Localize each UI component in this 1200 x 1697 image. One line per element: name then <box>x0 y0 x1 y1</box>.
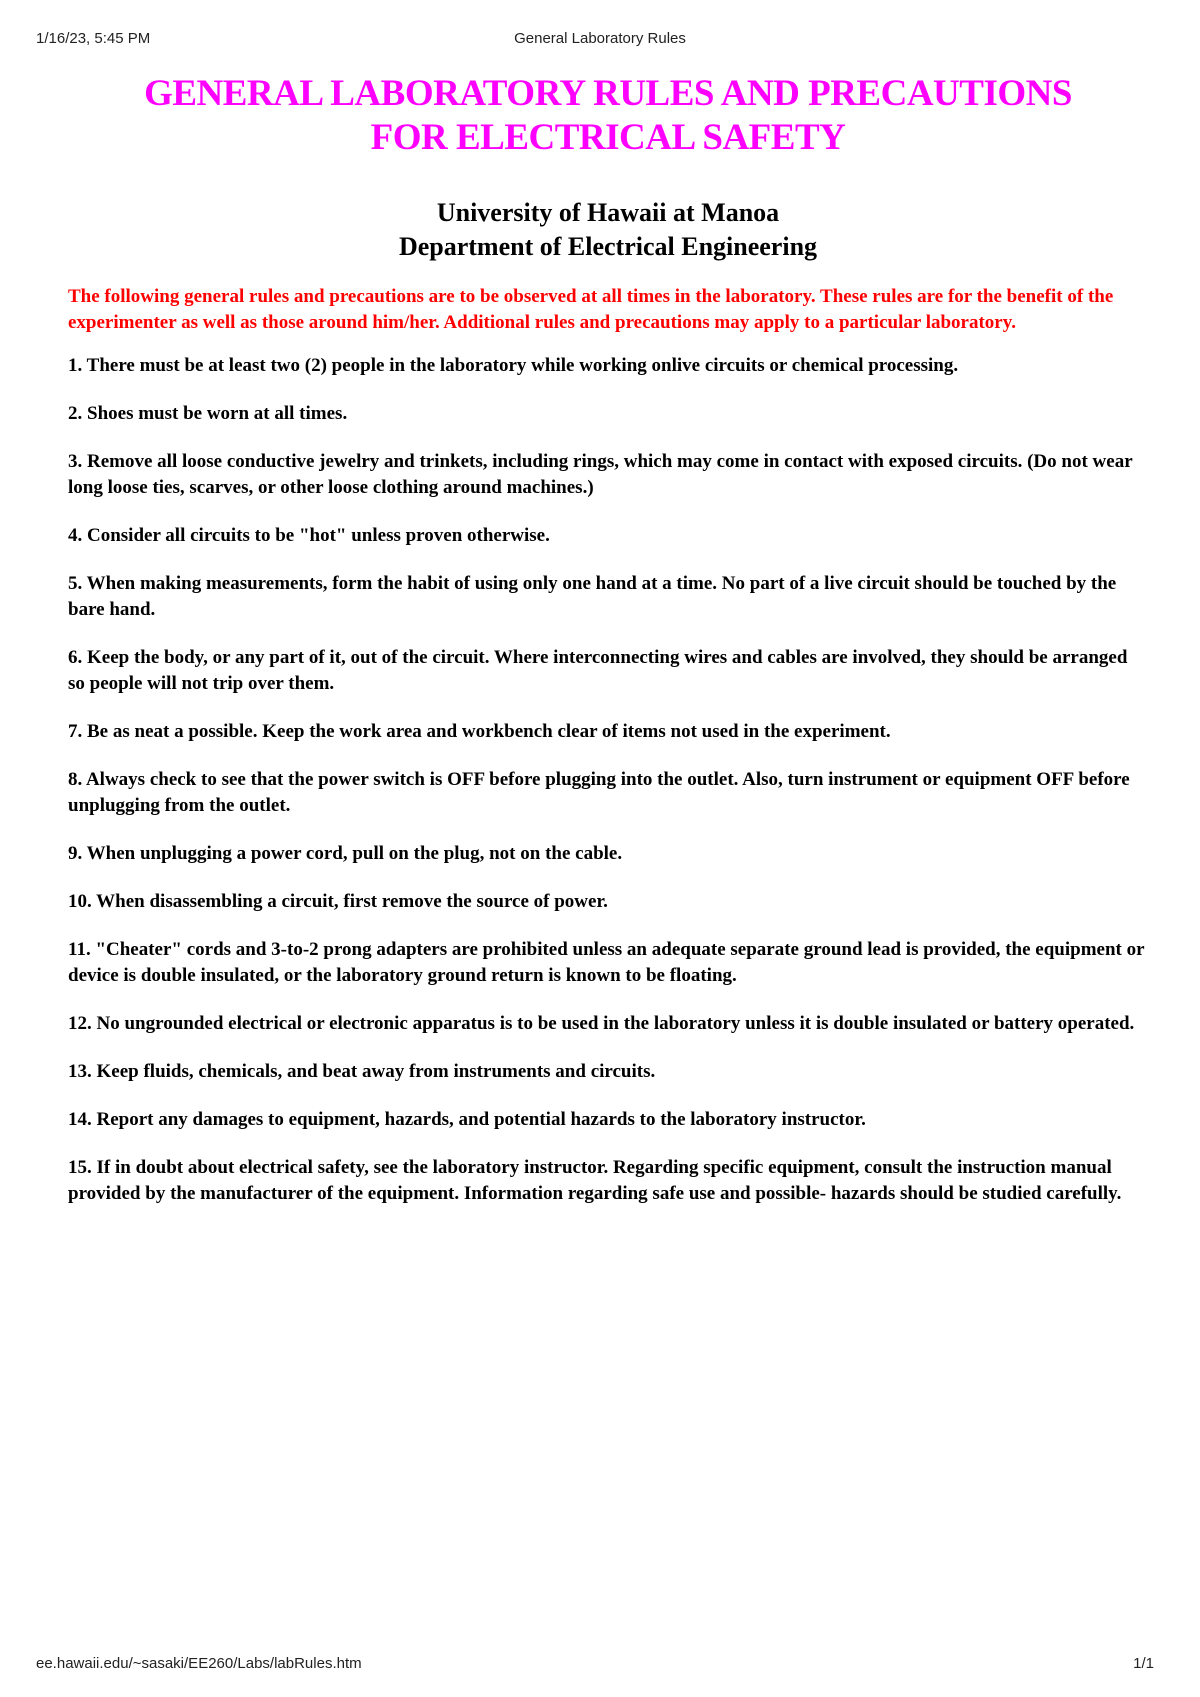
print-footer <box>0 1655 1200 1677</box>
rule-item: 6. Keep the body, or any part of it, out of the circuit. Where interconnecting wires and cables are involved, they should be arranged so people will not trip over them. <box>68 647 1128 694</box>
rule-item: 7. Be as neat a possible. Keep the work area and workbench clear of items not used in the experiment. <box>68 721 891 742</box>
intro-paragraph: The following general rules and precautions are to be observed at all times in the laboratory. These rules are for the benefit of the experimenter as well as those around him/her. Additional rules and precautions may apply to a particular laboratory. <box>68 286 1114 333</box>
rule-item: 5. When making measurements, form the habit of using only one hand at a time. No part of a live circuit should be touched by the bare hand. <box>68 573 1117 620</box>
rule-item: 12. No ungrounded electrical or electronic apparatus is to be used in the laboratory unless it is double insulated or battery operated. <box>68 1013 1135 1034</box>
rules-list <box>68 353 1148 1207</box>
document-title <box>68 72 1148 160</box>
university-name: University of Hawaii at Manoa <box>436 198 780 227</box>
print-page-number: 1/1 <box>1133 1655 1154 1672</box>
rule-item: 2. Shoes must be worn at all times. <box>68 403 348 424</box>
rule-item: 11. "Cheater" cords and 3-to-2 prong adapters are prohibited unless an adequate separate ground lead is provided, the equipment or device is double insulated, or the laboratory ground return is known to be floating. <box>68 939 1145 986</box>
document-title-line-1: GENERAL LABORATORY RULES AND PRECAUTIONS <box>144 73 1072 114</box>
rule-item: 9. When unplugging a power cord, pull on the plug, not on the cable. <box>68 843 623 864</box>
rule-item: 8. Always check to see that the power switch is OFF before plugging into the outlet. Also, turn instrument or equipment OFF before unplugging from the outlet. <box>68 769 1130 816</box>
document-subtitle <box>68 196 1148 264</box>
document-body <box>68 72 1148 1229</box>
document-title-line-2: FOR ELECTRICAL SAFETY <box>370 117 846 158</box>
print-url: ee.hawaii.edu/~sasaki/EE260/Labs/labRules.htm <box>36 1655 362 1672</box>
department-name: Department of Electrical Engineering <box>398 232 818 261</box>
print-datetime: 1/16/23, 5:45 PM <box>36 30 151 47</box>
rule-item: 13. Keep fluids, chemicals, and beat away from instruments and circuits. <box>68 1061 656 1082</box>
rule-item: 1. There must be at least two (2) people in the laboratory while working onlive circuits or chemical processing. <box>68 355 959 376</box>
rule-item: 14. Report any damages to equipment, hazards, and potential hazards to the laboratory instructor. <box>68 1109 866 1130</box>
print-page-title: General Laboratory Rules <box>514 30 686 47</box>
print-header <box>0 30 1200 52</box>
rule-item: 3. Remove all loose conductive jewelry and trinkets, including rings, which may come in contact with exposed circuits. (Do not wear long loose ties, scarves, or other loose clothing around machines.) <box>68 451 1133 498</box>
rule-item: 15. If in doubt about electrical safety, see the laboratory instructor. Regarding specific equipment, consult the instruction manual provided by the manufacturer of the equipment. Information regarding safe use and possible- hazards should be studied carefully. <box>68 1157 1122 1204</box>
rule-item: 10. When disassembling a circuit, first remove the source of power. <box>68 891 608 912</box>
rule-item: 4. Consider all circuits to be "hot" unless proven otherwise. <box>68 525 550 546</box>
